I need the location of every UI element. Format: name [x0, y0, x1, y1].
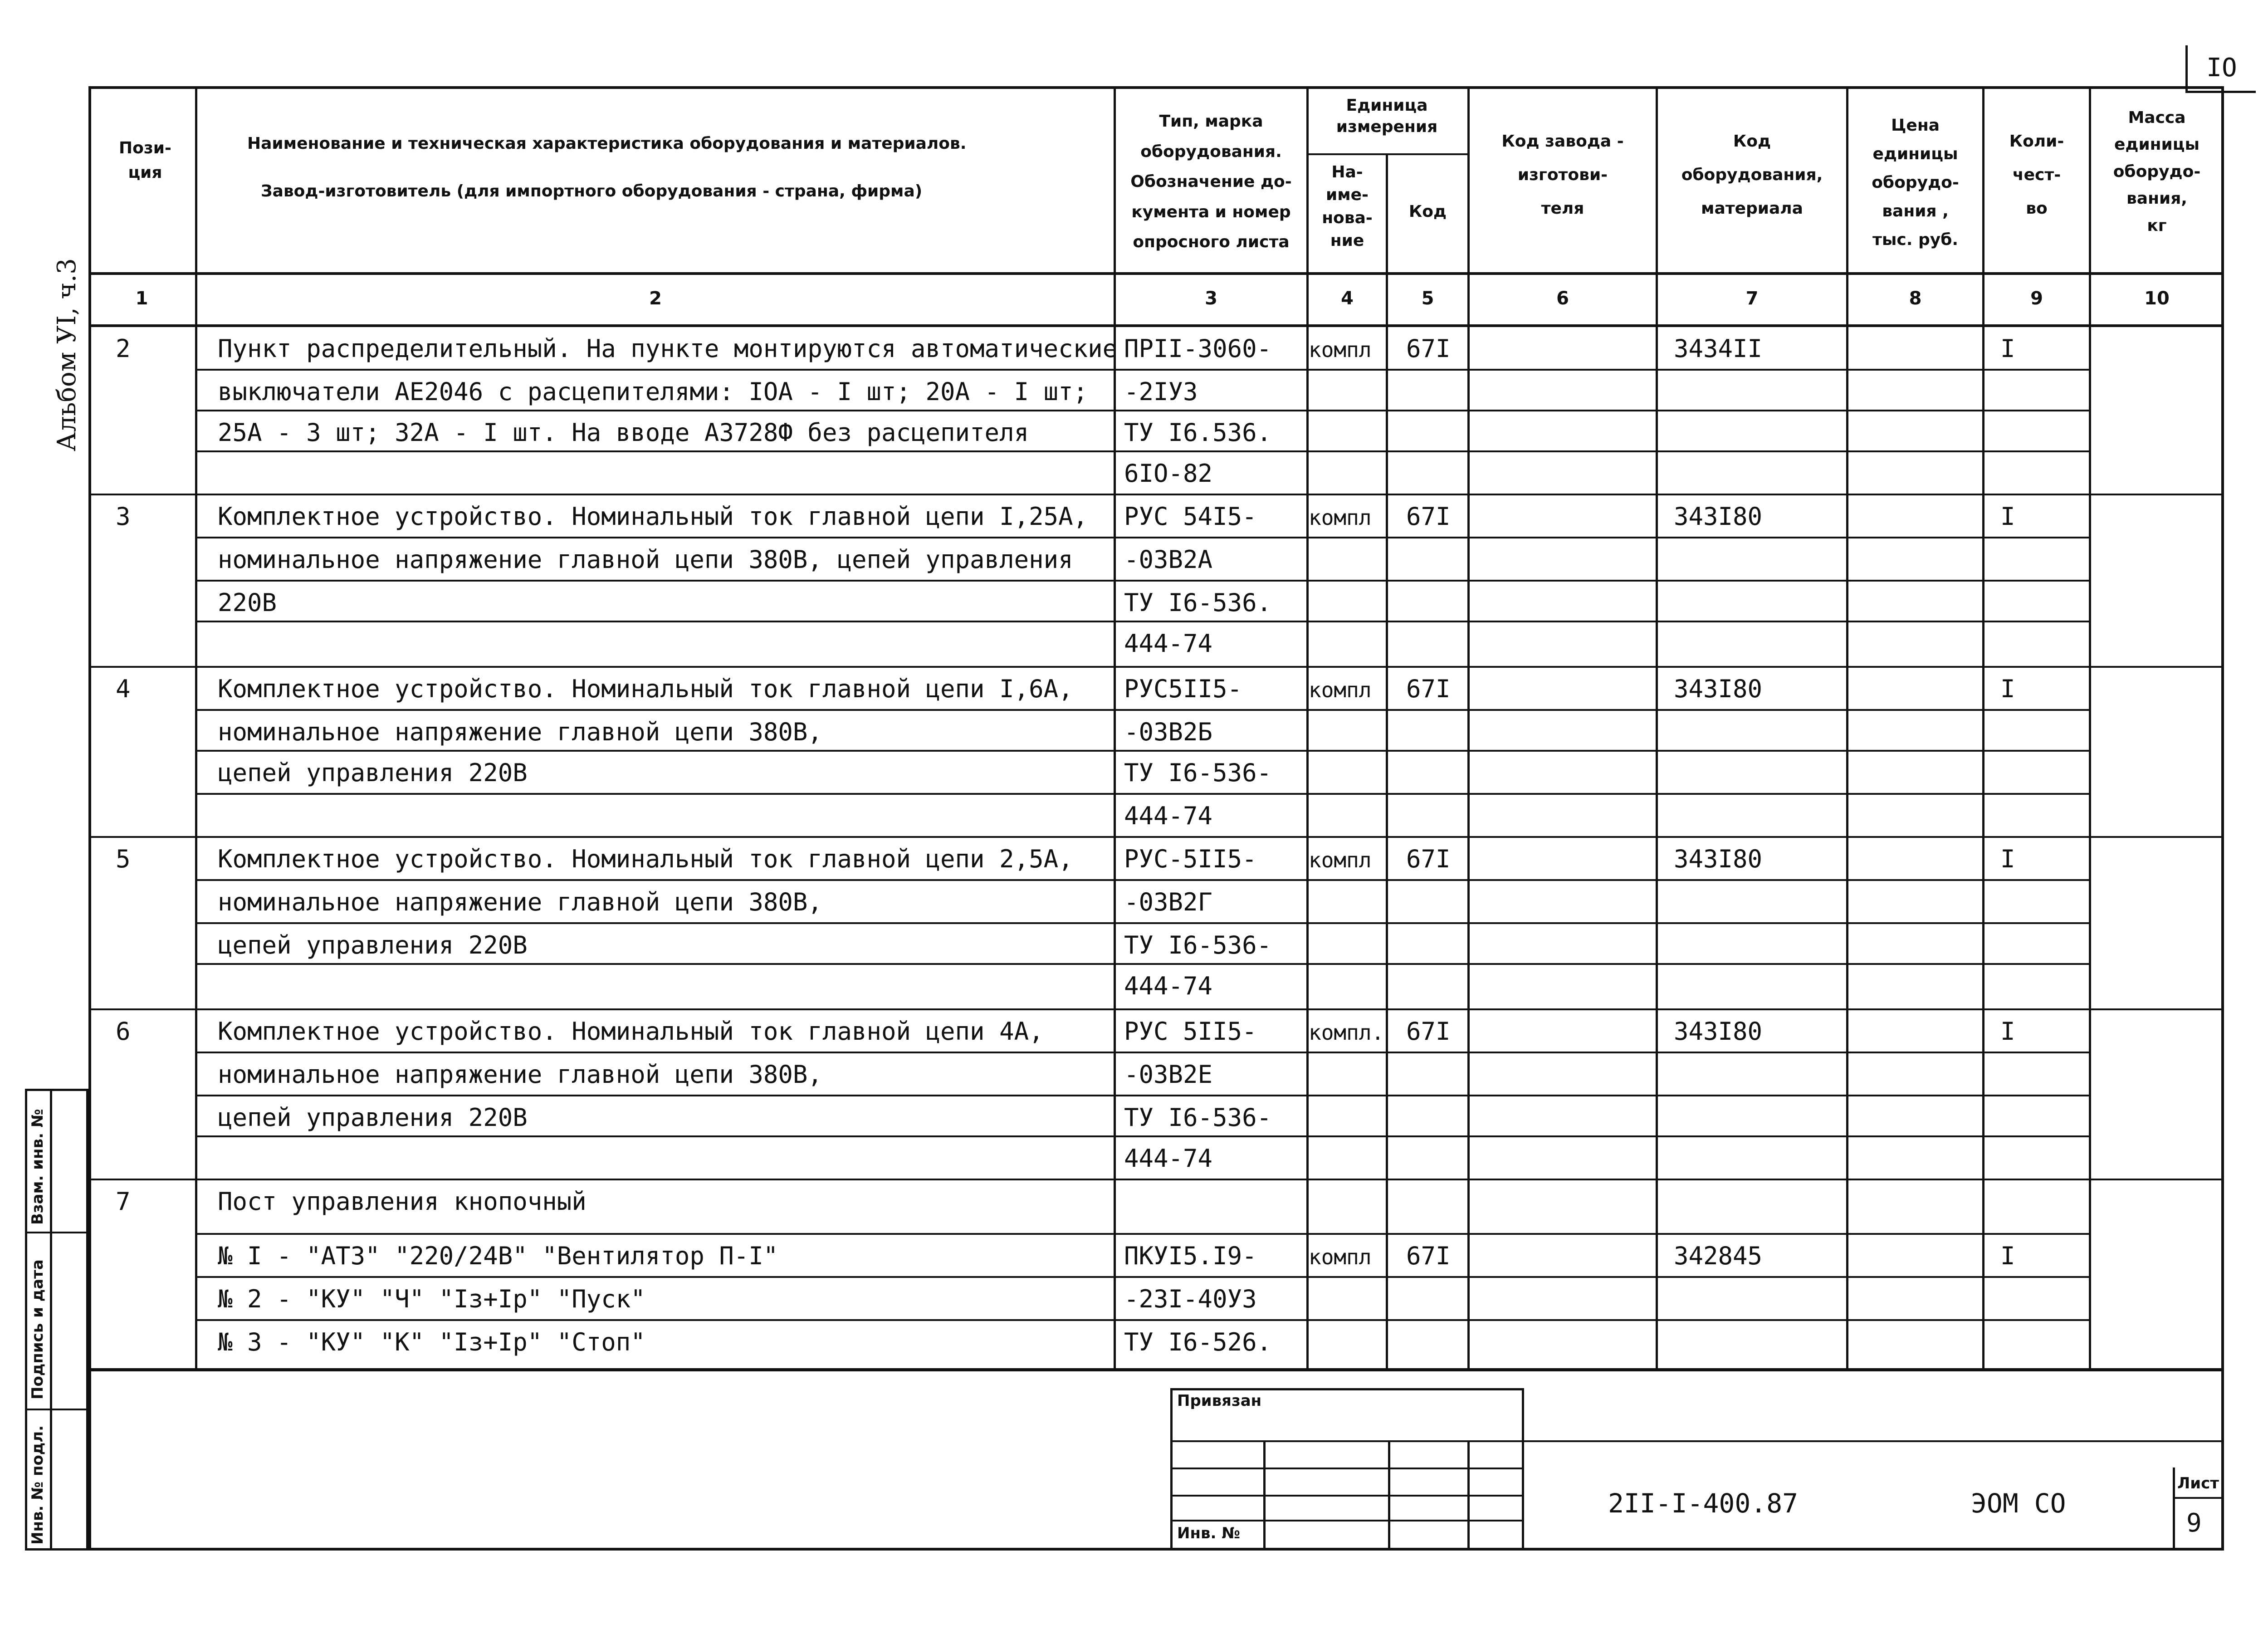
row-type: -03В2Е	[1124, 1060, 1213, 1089]
colnum-bottom-line	[88, 324, 2224, 327]
row-name: цепей управления 220В	[218, 931, 528, 959]
row-divider	[195, 1052, 2089, 1053]
col-divider	[1386, 153, 1388, 1371]
row-name: Пост управления кнопочный	[218, 1187, 587, 1216]
row-type: РУС5II5-	[1124, 675, 1242, 703]
row-type: 444-74	[1124, 972, 1213, 1000]
row-qty: I	[2000, 334, 2015, 363]
privyazan-line	[1170, 1468, 1524, 1469]
row-divider	[195, 1135, 2089, 1137]
row-pos: 2	[116, 334, 131, 363]
row-type: 444-74	[1124, 629, 1213, 658]
row-equip-code: 3434II	[1674, 334, 1763, 363]
header-price: Цена единицы оборудо- вания , тыс. руб.	[1872, 116, 1959, 249]
row-divider	[88, 666, 2224, 668]
row-name: номинальное напряжение главной цепи 380В,	[218, 718, 822, 746]
left-stamp-line	[25, 1409, 88, 1410]
row-name: номинальное напряжение главной цепи 380В, цепей управления	[218, 545, 1073, 574]
row-divider	[195, 963, 2089, 965]
row-type: -03В2Б	[1124, 718, 1213, 746]
left-stamp-line	[25, 1232, 88, 1233]
row-pos: 5	[116, 845, 131, 873]
row-pos: 7	[116, 1187, 131, 1216]
header-unit-group: Единица измерения	[1336, 96, 1438, 136]
colnum-1: 1	[135, 288, 148, 309]
row-type: 6IО-82	[1124, 459, 1213, 488]
stamp-replacement-inv: Взам. инв. №	[29, 1109, 47, 1225]
row-divider	[195, 580, 2089, 582]
row-unit: компл	[1309, 1245, 1372, 1269]
stamp-original-inv: Инв. № подл.	[29, 1425, 47, 1545]
stamp-signature-date: Подпись и дата	[29, 1259, 47, 1399]
row-name: Комплектное устройство. Номинальный ток главной цепи 2,5А,	[218, 845, 1073, 873]
row-type: ТУ I6-536-	[1124, 931, 1272, 959]
privyazan-line	[1170, 1520, 1524, 1521]
row-qty: I	[2000, 1242, 2015, 1270]
row-name: номинальное напряжение главной цепи 380В,	[218, 888, 822, 916]
row-type: РУС 5II5-	[1124, 1017, 1257, 1046]
row-divider	[88, 1179, 2224, 1180]
row-divider	[195, 793, 2089, 795]
unit-subheader-line	[1306, 153, 1467, 155]
privyazan-line	[1170, 1495, 1524, 1497]
colnum-9: 9	[2030, 288, 2043, 309]
row-qty: I	[2000, 1017, 2015, 1046]
row-name: цепей управления 220В	[218, 1103, 528, 1132]
header-name-line1: Наименование и техническая характеристика оборудования и материалов.	[247, 134, 967, 153]
document-type: ЭОМ СО	[1971, 1488, 2066, 1519]
row-qty: I	[2000, 845, 2015, 873]
row-type: РУС 54I5-	[1124, 502, 1257, 531]
row-name: № 2 - "КУ" "Ч" "Iз+Iр" "Пуск"	[218, 1285, 645, 1313]
row-type: ТУ I6-526.	[1124, 1328, 1272, 1356]
row-divider	[88, 836, 2224, 838]
row-name: 220В	[218, 588, 277, 617]
inv-no-label: Инв. №	[1177, 1524, 1241, 1542]
row-divider	[195, 450, 2089, 452]
header-name-line2: Завод-изготовитель (для импортного оборудования - страна, фирма)	[261, 182, 923, 201]
row-unit: компл.	[1309, 1020, 1384, 1045]
row-equip-code: 343I80	[1674, 502, 1763, 531]
row-equip-code: 343I80	[1674, 1017, 1763, 1046]
privyazan-label: Привязан	[1177, 1392, 1262, 1410]
row-type: -23I-40У3	[1124, 1285, 1257, 1313]
row-name: номинальное напряжение главной цепи 380В,	[218, 1060, 822, 1089]
row-type: -03В2Г	[1124, 888, 1213, 916]
row-divider	[195, 750, 2089, 752]
row-type: ТУ I6-536-	[1124, 758, 1272, 787]
row-divider	[195, 621, 2089, 622]
row-pos: 6	[116, 1017, 131, 1046]
left-stamp-divider	[50, 1089, 52, 1551]
header-mass: Масса единицы оборудо- вания, кг	[2113, 108, 2201, 235]
document-code: 2II-I-400.87	[1608, 1488, 1799, 1519]
row-type: ТУ I6.536.	[1124, 418, 1272, 447]
header-position: Пози- ция	[119, 139, 171, 182]
row-equip-code: 343I80	[1674, 675, 1763, 703]
row-code: 67I	[1406, 1017, 1451, 1046]
row-code: 67I	[1406, 334, 1451, 363]
row-qty: I	[2000, 502, 2015, 531]
colnum-3: 3	[1205, 288, 1217, 309]
title-block-top-line	[88, 1369, 2224, 1371]
row-divider	[195, 709, 2089, 711]
row-divider	[88, 1008, 2224, 1010]
row-unit: компл	[1309, 678, 1372, 702]
list-box-line	[2173, 1497, 2224, 1499]
header-unit-name: На- име- нова- ние	[1322, 163, 1373, 250]
row-name: Пункт распределительный. На пункте монтируются автоматические	[218, 334, 1118, 363]
row-name: № 3 - "КУ" "К" "Iз+Iр" "Стоп"	[218, 1328, 645, 1356]
row-divider	[195, 922, 2089, 924]
row-type: -03В2А	[1124, 545, 1213, 574]
row-type: 444-74	[1124, 1144, 1213, 1173]
privyazan-divider	[1467, 1440, 1470, 1551]
row-type: ТУ I6-536-	[1124, 1103, 1272, 1132]
header-unit-code: Код	[1408, 202, 1447, 221]
colnum-6: 6	[1556, 288, 1569, 309]
row-divider	[195, 410, 2089, 411]
privyazan-line	[1170, 1440, 1524, 1442]
row-type: РУС-5II5-	[1124, 845, 1257, 873]
privyazan-divider	[1263, 1440, 1266, 1551]
row-name: Комплектное устройство. Номинальный ток главной цепи I,25А,	[218, 502, 1088, 531]
row-name: Комплектное устройство. Номинальный ток главной цепи 4А,	[218, 1017, 1044, 1046]
sheet-number: IO	[2185, 45, 2256, 93]
list-label: Лист	[2177, 1474, 2219, 1492]
colnum-7: 7	[1745, 288, 1759, 309]
row-type: ПРII-3060-	[1124, 334, 1272, 363]
row-unit: компл	[1309, 338, 1372, 362]
row-divider	[195, 1319, 2089, 1321]
row-divider	[195, 369, 2089, 371]
row-divider	[195, 1276, 2089, 1278]
row-pos: 3	[116, 502, 131, 531]
row-divider	[195, 879, 2089, 881]
colnum-5: 5	[1421, 288, 1434, 309]
row-divider	[88, 494, 2224, 495]
row-unit: компл	[1309, 848, 1372, 872]
row-name: № I - "АТЗ" "220/24В" "Вентилятор П-I"	[218, 1242, 778, 1270]
header-type: Тип, марка оборудования. Обозначение до- кумента и номер опросного листа	[1130, 112, 1292, 252]
row-divider	[195, 537, 2089, 538]
album-label: Альбом УI, ч.3	[52, 258, 82, 451]
title-block-line	[1524, 1440, 2224, 1442]
row-type: -2IУ3	[1124, 377, 1198, 406]
row-name: 25А - 3 шт; 32А - I шт. На вводе А3728Ф без расцепителя	[218, 418, 1029, 447]
colnum-2: 2	[649, 288, 662, 309]
row-divider	[195, 1095, 2089, 1096]
header-equipment-code: Код оборудования, материала	[1681, 132, 1823, 218]
header-bottom-line	[88, 272, 2224, 275]
row-name: Комплектное устройство. Номинальный ток главной цепи I,6А,	[218, 675, 1073, 703]
row-equip-code: 342845	[1674, 1242, 1763, 1270]
row-pos: 4	[116, 675, 131, 703]
header-factory-code: Код завода - изготови- теля	[1501, 132, 1624, 218]
row-code: 67I	[1406, 675, 1451, 703]
row-code: 67I	[1406, 1242, 1451, 1270]
colnum-8: 8	[1909, 288, 1922, 309]
colnum-4: 4	[1341, 288, 1354, 309]
row-name: цепей управления 220В	[218, 758, 528, 787]
header-quantity: Коли- чест- во	[2009, 132, 2064, 218]
row-type: ТУ I6-536.	[1124, 588, 1272, 617]
row-qty: I	[2000, 675, 2015, 703]
list-number: 9	[2186, 1508, 2202, 1538]
row-type: 444-74	[1124, 802, 1213, 830]
row-unit: компл	[1309, 505, 1372, 530]
row-code: 67I	[1406, 502, 1451, 531]
row-divider	[195, 1233, 2089, 1235]
row-equip-code: 343I80	[1674, 845, 1763, 873]
row-code: 67I	[1406, 845, 1451, 873]
row-type: ПКУI5.I9-	[1124, 1242, 1257, 1270]
privyazan-divider	[1388, 1440, 1390, 1551]
row-name: выключатели АЕ2046 с расцепителями: IОА - I шт; 20А - I шт;	[218, 377, 1088, 406]
colnum-10: 10	[2144, 288, 2170, 309]
